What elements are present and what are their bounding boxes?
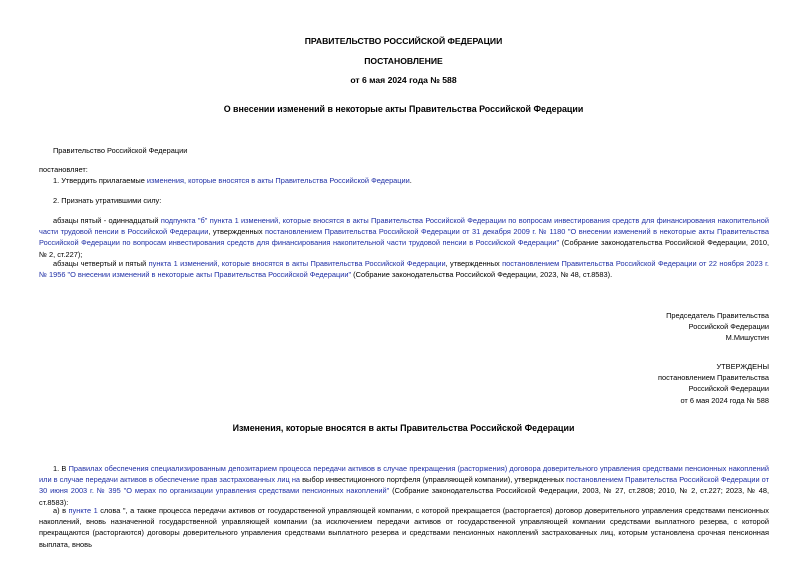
approved-line-3: Российской Федерации — [688, 384, 769, 394]
p1-link-changes[interactable]: изменения, которые вносятся в акты Правительства Российской Федерации — [146, 176, 410, 185]
doc-type-heading: ПОСТАНОВЛЕНИЕ — [364, 56, 443, 66]
approved-line-4: от 6 мая 2024 года № 588 — [680, 395, 769, 405]
approved-line-1: УТВЕРЖДЕНЫ — [716, 362, 769, 371]
p4-text-2: , утвержденных — [445, 259, 503, 268]
p3-link-1[interactable]: подпункта "б" пункта 1 изменений, которые вносятся в акты Правительства Российской Федерации по вопросам инвестирования средств для финансирования накопительной части трудовой пенсии в Российской Федерации — [39, 216, 769, 237]
paragraph-4 — [39, 258, 769, 280]
p4-link-2[interactable]: постановлением Правительства Российской Федерации от 22 ноября 2023 г. № 1956 "О внесении изменений в некоторые акты Правительства Российской Федерации" — [39, 259, 769, 280]
p1-text: 1. Утвердить прилагаемые — [53, 176, 147, 185]
org-heading: ПРАВИТЕЛЬСТВО РОССИЙСКОЙ ФЕДЕРАЦИИ — [304, 36, 503, 46]
paragraph-3 — [39, 215, 769, 260]
approved-line-2: постановлением Правительства — [658, 373, 769, 383]
signature-block — [666, 310, 769, 344]
p4-link-1[interactable]: пункта 1 изменений, которые вносятся в акты Правительства Российской Федерации — [148, 259, 446, 268]
p4-text-3: (Собрание законодательства Российской Федерации, 2023, № 48, ст.8583). — [351, 270, 613, 280]
itema-text-1: а) в — [53, 506, 69, 515]
paragraph-2: 2. Признать утратившими силу: — [53, 196, 162, 205]
signature-line-3: М.Мишустин — [725, 333, 769, 343]
signature-line-2: Российской Федерации — [688, 322, 769, 332]
doc-date-number: от 6 мая 2024 года № 588 — [350, 75, 457, 85]
item1-text-2: выбор инвестиционного портфеля (управляющей компании), утвержденных — [300, 475, 567, 485]
doc-title: О внесении изменений в некоторые акты Правительства Российской Федерации — [223, 104, 584, 114]
p3-text-1: абзацы пятый - одиннадцатый — [53, 216, 161, 225]
item1-link-2[interactable]: постановлением Правительства Российской Федерации от 30 июня 2003 г. № 395 "О мерах по организации управления средствами пенсионных накоплений" — [39, 475, 769, 496]
item1-text-3: (Собрание законодательства Российской Федерации, 2003, № 27, ст.2808; 2010, № 2, ст.227; 2023, № 48, ст.8583): — [39, 486, 769, 507]
p1-tail: . — [409, 176, 412, 185]
p3-text-2: , утвержденных — [208, 227, 266, 237]
issuer-line: Правительство Российской Федерации — [53, 146, 188, 155]
annex-title: Изменения, которые вносятся в акты Правительства Российской Федерации — [232, 423, 575, 433]
p3-link-2[interactable]: постановлением Правительства Российской Федерации от 31 декабря 2009 г. № 1180 "О внесении изменений в некоторые акты Правительства Российской Федерации по вопросам инвестирования средств для финансирования накопительной части трудовой пенсии в Российской Федерации" — [39, 227, 770, 248]
itema-text-2: слова ", а также процесса передачи активов от государственной управляющей компании, с которой прекращается (расторгается) договор доверительного управления средствами пенсионных накоплений, вновь назначенной государственной управляющей компании (за исключением передачи активов от государственной управляющей компании средствами выплатного резерва, с которой прекращаются (расторгаются) договоры доверительного управления средствами выплатного резерва и средствами пенсионных накоплений застрахованных лиц, которым установлена срочная пенсионная выплата, вновь — [39, 506, 769, 549]
p4-text-1: абзацы четвертый и пятый — [53, 259, 149, 268]
item1-text-1: 1. В — [53, 464, 69, 473]
resolves-line: постановляет: — [39, 165, 88, 174]
p3-text-3: (Собрание законодательства Российской Федерации, 2010, № 2, ст.227); — [39, 238, 770, 259]
annex-item-1 — [39, 463, 769, 508]
approved-block — [658, 361, 769, 406]
item1-link-1[interactable]: Правилах обеспечения специализированным депозитарием процесса передачи активов в случае прекращения (расторжения) договора доверительного управления средствами пенсионных накоплений или в случае передачи активов в обеспечение прав застрахованных лиц на — [39, 464, 769, 485]
annex-item-a — [39, 505, 769, 550]
signature-line-1: Председатель Правительства — [666, 311, 769, 320]
itema-link-1[interactable]: пункте 1 — [68, 506, 98, 515]
paragraph-1 — [39, 175, 769, 186]
